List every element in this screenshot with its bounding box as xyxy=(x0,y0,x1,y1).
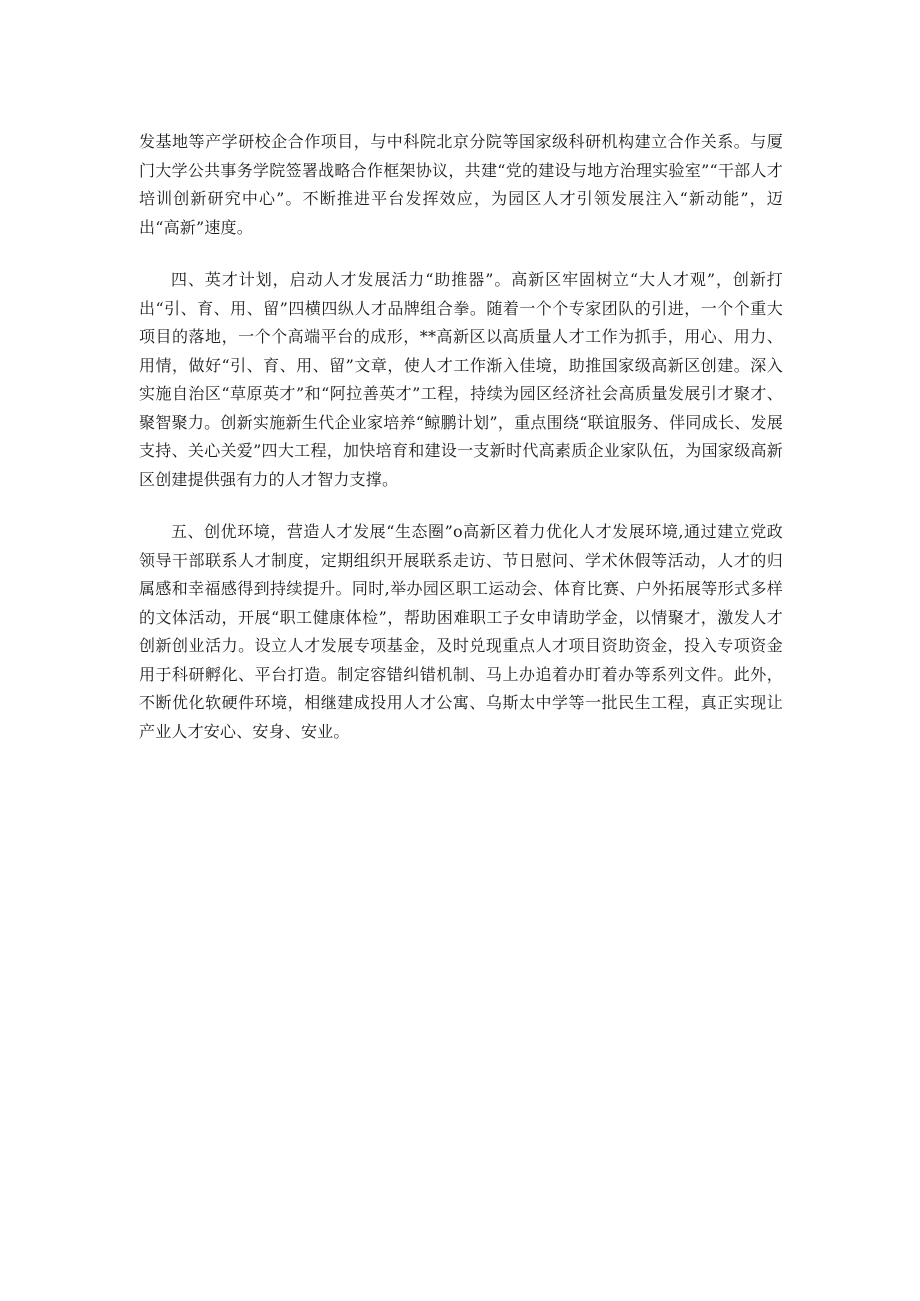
paragraph-talent-plan: 四、英才计划，启动人才发展活力“助推器”。高新区牢固树立“大人才观”，创新打出“引、育、用、留”四横四纵人才品牌组合拳。随着一个个专家团队的引进，一个个重大项目的落地，一个个高端平台的成形，**高新区以高质量人才工作为抓手，用心、用力、用情，做好“引、育、用、留”文章，使人才工作渐入佳境，助推国家级高新区创建。深入实施自治区“草原英才”和“阿拉善英才”工程，持续为园区经济社会高质量发展引才聚才、聚智聚力。创新实施新生代企业家培养“鲸鹏计划”，重点围绕“联谊服务、伴同成长、发展支持、关心关爱”四大工程，加快培育和建设一支新时代高素质企业家队伍，为国家级高新区创建提供强有力的人才智力支撑。 xyxy=(139,270,783,489)
paragraph-platform-cooperation: 发基地等产学研校企合作项目，与中科院北京分院等国家级科研机构建立合作关系。与厦门大学公共事务学院签署战略合作框架协议，共建“党的建设与地方治理实验室”“干部人才培训创新研究中心”。不断推进平台发挥效应，为园区人才引领发展注入“新动能”，迈出“高新”速度。 xyxy=(139,132,783,237)
paragraph-talent-environment: 五、创优环境，营造人才发展“生态圈”o高新区着力优化人才发展环境,通过建立党政领导干部联系人才制度，定期组织开展联系走访、节日慰问、学术休假等活动，人才的归属感和幸福感得到持续提升。同时,举办园区职工运动会、体育比赛、户外拓展等形式多样的文体活动，开展“职工健康体检”，帮助困难职工子女申请助学金，以情聚才，激发人才创新创业活力。设立人才发展专项基金，及时兑现重点人才项目资助资金，投入专项资金用于科研孵化、平台打造。制定容错纠错机制、马上办追着办盯着办等系列文件。此外，不断优化软硬件环境，相继建成投用人才公寓、乌斯太中学等一批民生工程，真正实现让产业人才安心、安身、安业。 xyxy=(139,522,783,741)
document-page xyxy=(139,128,783,770)
